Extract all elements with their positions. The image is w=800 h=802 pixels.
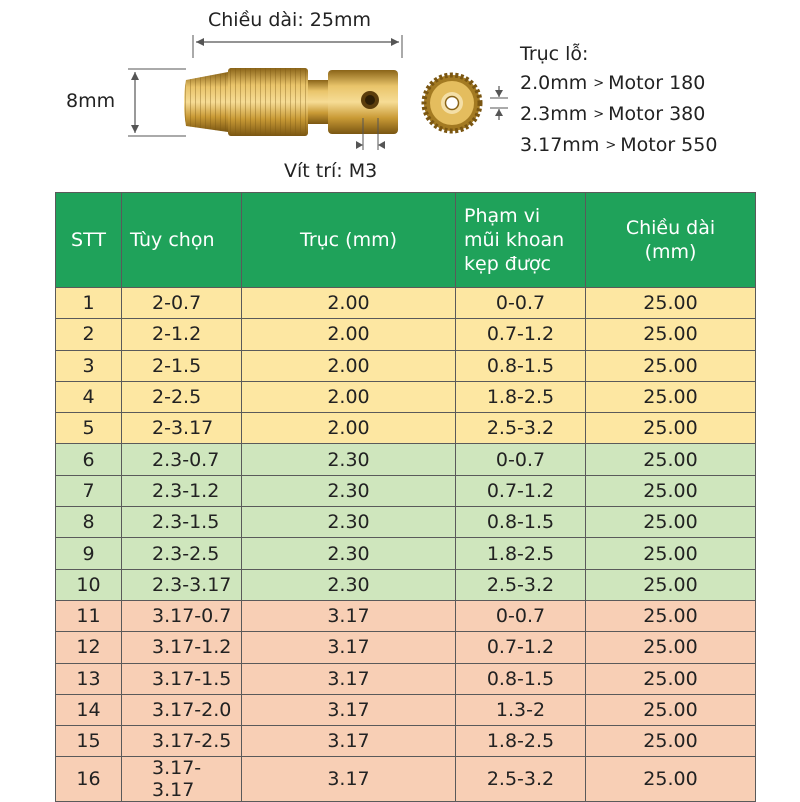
cell-option: 3.17-2.5 [122,726,242,757]
table-row [56,413,756,444]
cell-shaft: 3.17 [242,694,456,725]
cell-stt: 7 [56,475,122,506]
table-header-row [56,193,756,288]
header-shaft: Trục (mm) [242,193,456,288]
cell-option: 3.17-2.0 [122,694,242,725]
cell-range: 0.8-1.5 [456,507,586,538]
motor-name: Motor 380 [608,103,706,125]
cell-stt: 3 [56,350,122,381]
table-row [56,600,756,631]
cell-stt: 4 [56,381,122,412]
cell-length: 25.00 [586,726,756,757]
cell-length: 25.00 [586,413,756,444]
cell-stt: 5 [56,413,122,444]
cell-option: 2-3.17 [122,413,242,444]
header-length [586,193,756,288]
table-row [56,381,756,412]
cell-option: 3.17-0.7 [122,600,242,631]
cell-shaft: 2.00 [242,350,456,381]
cell-length: 25.00 [586,288,756,319]
header-stt: STT [56,193,122,288]
cell-option: 3.17-1.2 [122,632,242,663]
cell-stt: 11 [56,600,122,631]
cell-shaft: 2.00 [242,319,456,350]
table-row [56,726,756,757]
cell-range: 0.8-1.5 [456,350,586,381]
cell-option: 3.17-1.5 [122,663,242,694]
arrow-icon: > [593,76,605,91]
cell-option: 2-1.2 [122,319,242,350]
cell-shaft: 3.17 [242,663,456,694]
cell-length: 25.00 [586,569,756,600]
cell-length: 25.00 [586,600,756,631]
cell-range: 0.7-1.2 [456,319,586,350]
cell-range: 0-0.7 [456,288,586,319]
cell-shaft: 2.00 [242,413,456,444]
height-dimension-line [128,69,186,136]
cell-stt: 15 [56,726,122,757]
cell-length: 25.00 [586,538,756,569]
cell-shaft: 2.30 [242,507,456,538]
header-range-line: kẹp được [464,253,551,275]
cell-option: 2.3-2.5 [122,538,242,569]
spec-table [55,192,756,802]
cell-stt: 9 [56,538,122,569]
height-label: 8mm [66,90,116,112]
cell-range: 2.5-3.2 [456,569,586,600]
cell-option: 2-1.5 [122,350,242,381]
cell-shaft: 2.00 [242,381,456,412]
cell-stt: 8 [56,507,122,538]
cell-option: 2.3-0.7 [122,444,242,475]
shaft-spec-item [520,131,717,162]
header-range-line: mũi khoan [464,229,565,251]
cell-length: 25.00 [586,319,756,350]
cell-shaft: 2.30 [242,444,456,475]
table-row [56,288,756,319]
cell-range: 0-0.7 [456,600,586,631]
cell-length: 25.00 [586,475,756,506]
table-row [56,507,756,538]
cell-stt: 16 [56,757,122,802]
arrow-icon: > [605,138,617,153]
cell-stt: 1 [56,288,122,319]
table-row [56,350,756,381]
motor-name: Motor 550 [620,134,718,156]
cell-stt: 14 [56,694,122,725]
shaft-size: 3.17mm [520,134,600,156]
header-range [456,193,586,288]
cell-range: 1.8-2.5 [456,726,586,757]
cell-range: 0.7-1.2 [456,632,586,663]
cell-range: 1.8-2.5 [456,538,586,569]
shaft-spec-list [520,40,717,162]
cell-length: 25.00 [586,381,756,412]
cell-range: 2.5-3.2 [456,757,586,802]
cell-shaft: 2.30 [242,569,456,600]
table-row [56,663,756,694]
cell-stt: 6 [56,444,122,475]
cell-range: 1.8-2.5 [456,381,586,412]
cell-option: 3.17-3.17 [122,757,242,802]
motor-name: Motor 180 [608,72,706,94]
cell-length: 25.00 [586,632,756,663]
table-row [56,538,756,569]
cell-length: 25.00 [586,444,756,475]
cell-length: 25.00 [586,663,756,694]
cell-option: 2.3-1.5 [122,507,242,538]
cell-option: 2-0.7 [122,288,242,319]
header-option: Tùy chọn [122,193,242,288]
shaft-spec-title: Trục lỗ: [520,43,589,65]
cell-length: 25.00 [586,350,756,381]
table-row [56,569,756,600]
cell-stt: 10 [56,569,122,600]
table-row [56,694,756,725]
cell-shaft: 2.00 [242,288,456,319]
table-row [56,757,756,802]
cell-range: 2.5-3.2 [456,413,586,444]
collet-side-view [184,68,398,136]
cell-option: 2.3-3.17 [122,569,242,600]
cell-range: 1.3-2 [456,694,586,725]
spec-table-container [55,192,755,802]
length-label: Chiều dài: 25mm [208,9,371,31]
shaft-size: 2.3mm [520,103,588,125]
screw-label: Vít trí: M3 [284,160,378,182]
shaft-spec-item [520,100,717,131]
cell-shaft: 3.17 [242,757,456,802]
cell-stt: 12 [56,632,122,663]
arrow-icon: > [593,107,605,122]
cell-option: 2-2.5 [122,381,242,412]
table-body [56,288,756,802]
header-length-line: Chiều dài [625,217,716,239]
table-row [56,444,756,475]
cell-stt: 2 [56,319,122,350]
header-range-line: Phạm vi [464,205,541,227]
cell-shaft: 3.17 [242,726,456,757]
cell-range: 0.8-1.5 [456,663,586,694]
cell-length: 25.00 [586,757,756,802]
cell-shaft: 3.17 [242,632,456,663]
bore-dimension-marker [490,86,508,120]
cell-shaft: 3.17 [242,600,456,631]
header-length-line: (mm) [644,241,697,263]
cell-range: 0.7-1.2 [456,475,586,506]
cell-stt: 13 [56,663,122,694]
cell-option: 2.3-1.2 [122,475,242,506]
cell-length: 25.00 [586,507,756,538]
cell-shaft: 2.30 [242,538,456,569]
table-row [56,632,756,663]
length-dimension-line [193,35,402,58]
collet-end-view [424,75,480,131]
cell-length: 25.00 [586,694,756,725]
table-row [56,319,756,350]
shaft-spec-item [520,69,717,100]
product-diagram [0,0,800,190]
shaft-size: 2.0mm [520,72,588,94]
cell-range: 0-0.7 [456,444,586,475]
table-row [56,475,756,506]
cell-shaft: 2.30 [242,475,456,506]
